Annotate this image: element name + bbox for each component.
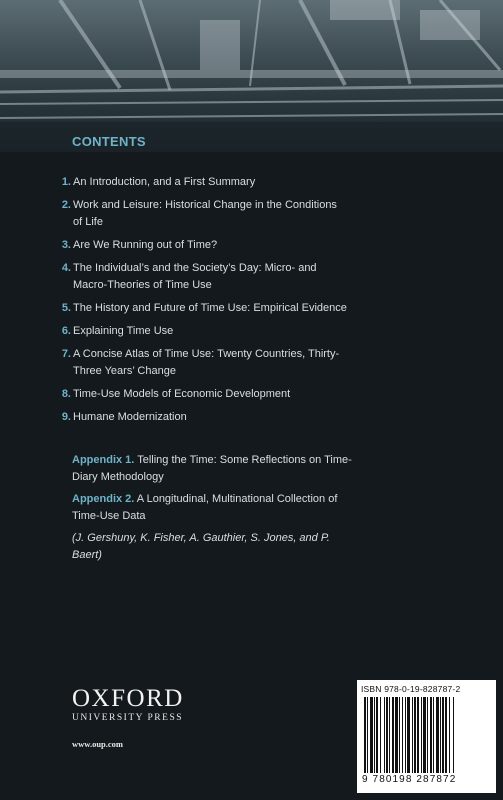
barcode-bar [423, 697, 426, 773]
toc-title: Explaining Time Use [73, 325, 174, 337]
toc-number: 6. [61, 325, 71, 337]
toc-title: The History and Future of Time Use: Empirical Evidence [73, 302, 347, 314]
toc-item [49, 237, 349, 254]
toc-title: The Individual’s and the Society’s Day: Micro- and Macro-Theories of Time Use [73, 262, 317, 291]
barcode-bar [430, 697, 432, 773]
barcode-bar [395, 697, 398, 773]
toc-number: 4. [61, 262, 71, 274]
toc-number: 1. [61, 176, 71, 188]
toc-title: Work and Leisure: Historical Change in the Conditions of Life [73, 199, 337, 228]
barcode-bar [364, 697, 366, 773]
toc-item [49, 386, 349, 403]
toc-item [49, 323, 349, 340]
toc-title: Are We Running out of Time? [73, 239, 218, 251]
appendix-authors: (J. Gershuny, K. Fisher, A. Gauthier, S. Jones, and P. Baert) [72, 532, 330, 561]
cover-photo-graphic [0, 0, 503, 152]
appendix-list [72, 452, 362, 564]
toc-item [49, 197, 349, 231]
table-of-contents [49, 174, 349, 432]
appendix-label: Appendix 1. [72, 454, 135, 466]
barcode-bar [402, 697, 403, 773]
toc-item [49, 346, 349, 380]
barcode-bar [392, 697, 394, 773]
barcode-graphic [362, 697, 492, 773]
barcode-bar [442, 697, 444, 773]
barcode-bar [412, 697, 413, 773]
barcode-bar [380, 697, 381, 773]
toc-number: 2. [61, 199, 71, 211]
appendix-item [72, 491, 362, 525]
barcode-bar [405, 697, 406, 773]
barcode-bar [399, 697, 400, 773]
barcode-bar [389, 697, 390, 773]
barcode-bar [386, 697, 388, 773]
toc-item [49, 174, 349, 191]
barcode-bar [376, 697, 378, 773]
barcode-bar [445, 697, 447, 773]
barcode-bar [453, 697, 454, 773]
toc-number: 9. [61, 411, 71, 423]
barcode-bar [384, 697, 385, 773]
barcode-bar [449, 697, 450, 773]
toc-item [49, 300, 349, 317]
barcode-bar [417, 697, 419, 773]
barcode-bar [374, 697, 375, 773]
toc-title: Time-Use Models of Economic Development [73, 388, 291, 400]
isbn-text: ISBN 978-0-19-828787-2 [361, 684, 461, 694]
toc-item [49, 260, 349, 294]
cover-photo [0, 0, 503, 152]
publisher-url: www.oup.com [72, 739, 124, 749]
publisher-subtitle: UNIVERSITY PRESS [72, 713, 184, 723]
toc-title: An Introduction, and a First Summary [73, 176, 256, 188]
barcode-bar [370, 697, 373, 773]
contents-heading: CONTENTS [72, 134, 146, 149]
appendix-title: Telling the Time: Some Reflections on Time-Diary Methodology [72, 454, 352, 483]
barcode-bar [367, 697, 368, 773]
barcode-bar [436, 697, 439, 773]
publisher-logo: OXFORD [72, 685, 184, 712]
toc-number: 8. [61, 388, 71, 400]
appendix-item [72, 452, 362, 486]
barcode-bar [433, 697, 434, 773]
toc-title: A Concise Atlas of Time Use: Twenty Countries, Thirty-Three Years’ Change [73, 348, 340, 377]
barcode-bar [414, 697, 416, 773]
barcode-digits: 9 780198 287872 [362, 774, 457, 785]
toc-title: Humane Modernization [73, 411, 187, 423]
toc-number: 3. [61, 239, 71, 251]
barcode-bar [421, 697, 422, 773]
barcode-bar [427, 697, 428, 773]
toc-number: 5. [61, 302, 71, 314]
appendix-label: Appendix 2. [72, 493, 135, 505]
toc-number: 7. [61, 348, 71, 360]
appendix-title: A Longitudinal, Multinational Collection of Time-Use Data [72, 493, 338, 522]
barcode-bar [407, 697, 410, 773]
toc-item [49, 409, 349, 426]
barcode-bar [440, 697, 441, 773]
